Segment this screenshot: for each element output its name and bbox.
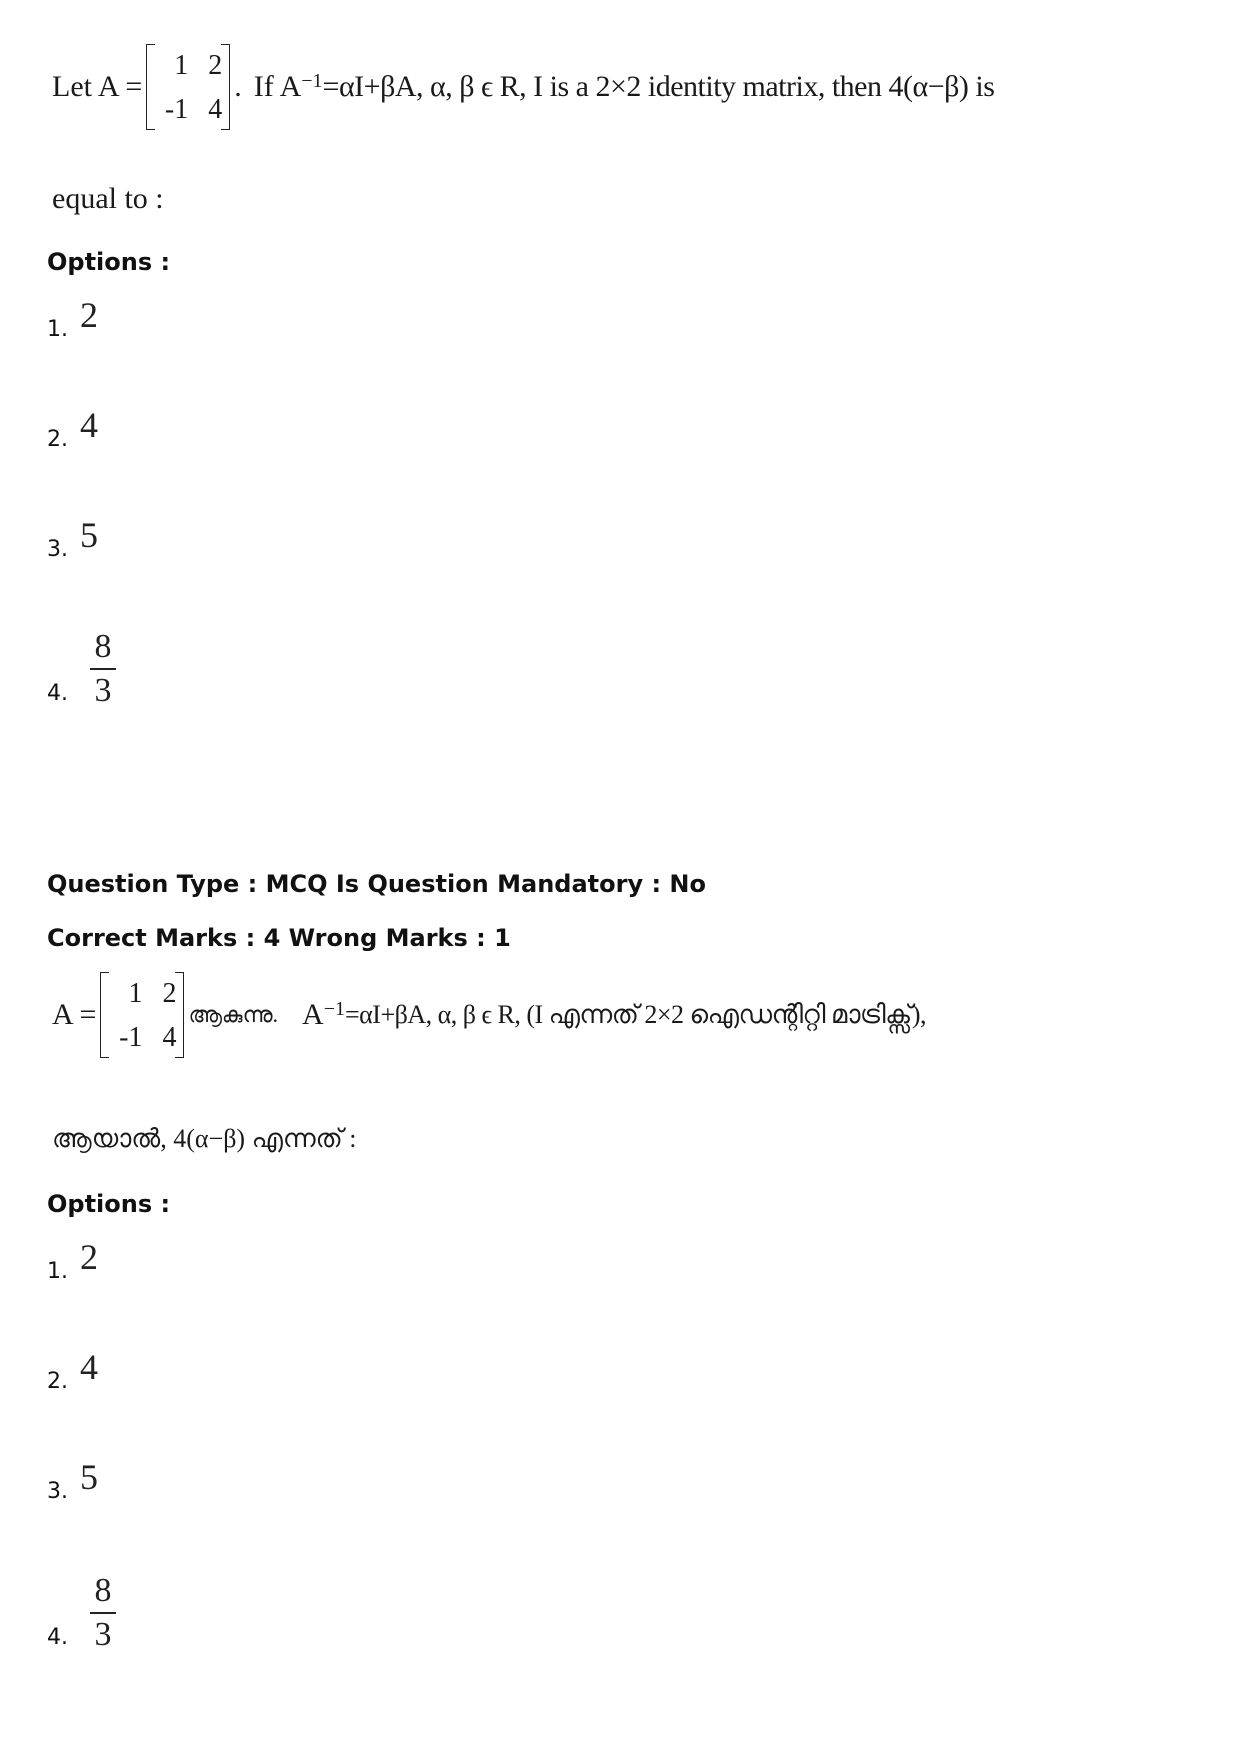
question-1-period: .: [234, 70, 242, 103]
question-1-prefix: Let A =: [52, 70, 143, 103]
fraction-bar: [90, 1612, 116, 1614]
matrix-cell: -1: [119, 1022, 143, 1053]
question-1-if-text: If A: [253, 70, 302, 103]
option-2[interactable]: [47, 405, 98, 452]
option-2[interactable]: [47, 1347, 98, 1394]
option-number: 3.: [47, 1479, 68, 1504]
matrix-cell: -1: [164, 94, 189, 125]
fraction-denominator: 3: [94, 672, 112, 709]
option-3[interactable]: [47, 515, 98, 562]
option-value: 5: [80, 1457, 98, 1497]
fraction-numerator: 8: [94, 1572, 112, 1609]
question-type-line: Question Type : MCQ Is Question Mandatory : No: [47, 870, 706, 898]
matrix-cell: 4: [162, 1022, 177, 1053]
option-3[interactable]: [47, 1457, 98, 1504]
option-number: 4.: [47, 1625, 68, 1650]
option-value: 2: [80, 295, 98, 335]
matrix-cell: 1: [174, 50, 189, 81]
matrix-cell: 2: [208, 50, 223, 81]
fraction-numerator: 8: [94, 628, 112, 665]
option-value: 2: [80, 1237, 98, 1277]
marks-line: Correct Marks : 4 Wrong Marks : 1: [47, 924, 511, 952]
option-4[interactable]: [47, 1572, 118, 1654]
question-2-condition: =αI+βA, α, β ϵ R, (I എന്നത് 2×2 ഐഡന്റിറ്റി മാട്രിക്സ്),: [345, 999, 926, 1029]
option-value: 4: [80, 405, 98, 445]
fraction-denominator: 3: [94, 1616, 112, 1653]
question-1-matrix: [146, 42, 230, 132]
matrix-cell: 1: [128, 978, 143, 1009]
option-number: 1.: [47, 1259, 68, 1284]
question-2-prefix: A =: [52, 998, 97, 1031]
option-number: 4.: [47, 681, 68, 706]
option-number: 3.: [47, 537, 68, 562]
option-fraction: [88, 628, 118, 710]
option-1[interactable]: [47, 1237, 98, 1284]
options-label-2: Options :: [47, 1190, 171, 1218]
matrix-cell: 4: [208, 94, 223, 125]
option-value: 4: [80, 1347, 98, 1387]
question-2-malayalam-1: ആകുന്നു.: [188, 1002, 279, 1027]
question-2-line-1: [52, 970, 926, 1060]
fraction-bar: [90, 668, 116, 670]
option-fraction: [88, 1572, 118, 1654]
question-2-line-2: ആയാൽ, 4(α−β) എന്നത് :: [52, 1124, 357, 1153]
option-number: 1.: [47, 317, 68, 342]
option-number: 2.: [47, 427, 68, 452]
question-1-inverse-sup: −1: [301, 69, 323, 92]
question-2-matrix: [100, 970, 184, 1060]
option-number: 2.: [47, 1369, 68, 1394]
option-1[interactable]: [47, 295, 98, 342]
question-1-line-2: equal to :: [52, 182, 164, 215]
question-1-line-1: [52, 42, 994, 132]
question-1-condition: =αI+βA, α, β ϵ R, I is a 2×2 identity matrix, then 4(α−β) is: [322, 70, 995, 103]
matrix-cell: 2: [162, 978, 177, 1009]
option-4[interactable]: [47, 628, 118, 710]
question-2-a-text: A: [302, 998, 324, 1031]
question-2-inverse-sup: −1: [323, 997, 345, 1020]
option-value: 5: [80, 515, 98, 555]
options-label-1: Options :: [47, 248, 171, 276]
